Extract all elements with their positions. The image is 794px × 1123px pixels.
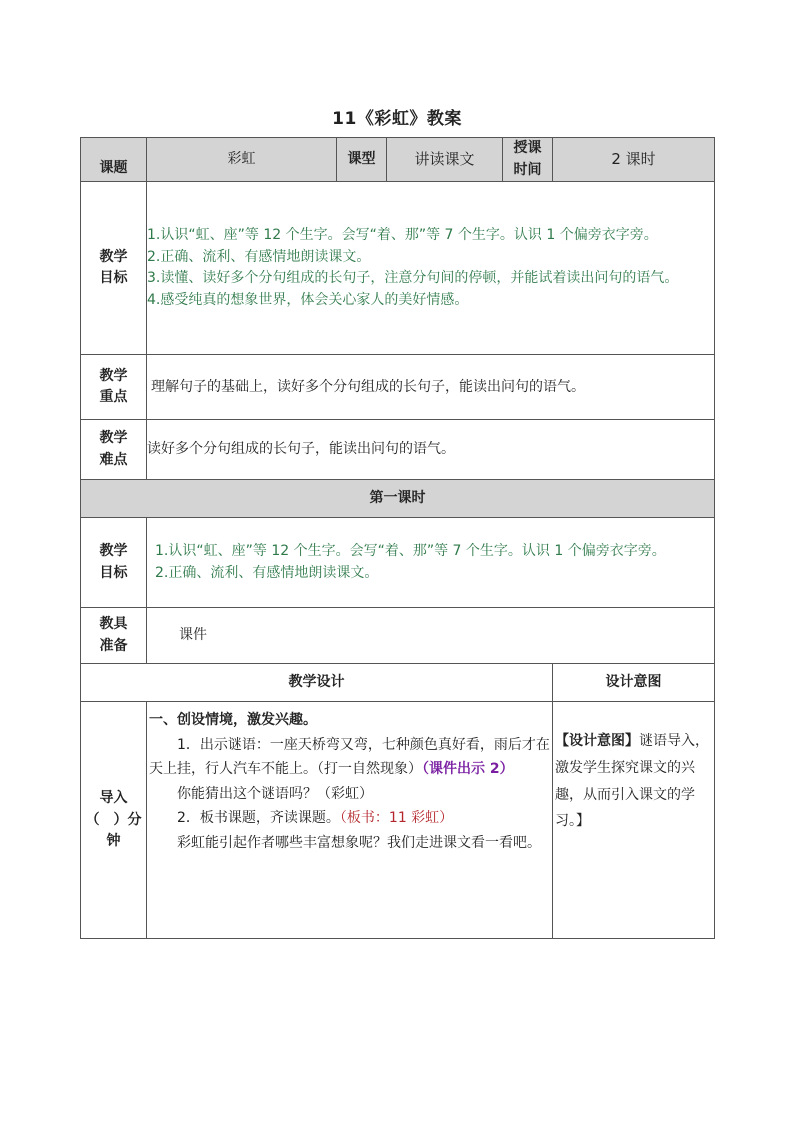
tools-label: 教具准备 <box>81 608 147 664</box>
key-points-text: 理解句子的基础上，读好多个分句组成的长句子，能读出问句的语气。 <box>147 355 715 420</box>
question: 你能猜出这个谜语吗？（彩虹） <box>177 785 373 802</box>
design-label: 教学设计 <box>81 664 553 702</box>
intro-row <box>81 702 715 939</box>
document-title: 11《彩虹》教案 <box>332 109 462 129</box>
topic-label: 课题 <box>81 138 147 182</box>
goals-content <box>147 182 715 355</box>
lesson1-goal-item: 1.认识“虹、座”等 12 个生字。会写“着、那”等 7 个生字。认识 1 个偏旁衣字旁。 <box>155 543 666 560</box>
step2 <box>149 806 550 831</box>
goal-item: 1.认识“虹、座”等 12 个生字。会写“着、那”等 7 个生字。认识 1 个偏旁衣字旁。 <box>147 227 658 243</box>
goals-label: 教学目标 <box>81 182 147 355</box>
step2-text: 2．板书课题，齐读课题。 <box>177 810 340 827</box>
key-points-label: 教学重点 <box>81 355 147 420</box>
step2-note: （板书：11 彩虹） <box>339 810 454 827</box>
difficulties-label: 教学难点 <box>81 420 147 480</box>
design-heading-row <box>81 664 715 702</box>
intro-label: 导入（ ）分钟 <box>81 702 147 939</box>
key-points-row <box>81 355 715 420</box>
intent-content <box>553 702 715 939</box>
lesson1-goals-content <box>147 518 715 608</box>
goal-item: 2.正确、流利、有感情地朗读课文。 <box>147 248 371 265</box>
tools-row <box>81 608 715 664</box>
step1-note: （课件出示 2） <box>422 761 514 778</box>
section-title: 一、创设情境，激发兴趣。 <box>149 712 317 729</box>
intent-text: 谜语导入，激发学生探究课文的兴趣，从而引入课文的学习。】 <box>555 733 709 830</box>
topic-value: 彩虹 <box>147 138 337 182</box>
time-value: 2 课时 <box>553 138 715 182</box>
intent-bold: 【设计意图】 <box>555 733 639 750</box>
difficulties-text: 读好多个分句组成的长句子，能读出问句的语气。 <box>147 420 715 480</box>
tools-value: 课件 <box>147 608 715 664</box>
lesson1-heading-row <box>81 480 715 518</box>
goal-item: 4.感受纯真的想象世界，体会关心家人的美好情感。 <box>147 292 469 309</box>
type-value: 讲读课文 <box>387 138 503 182</box>
step1 <box>149 733 550 782</box>
lesson1-goals-row <box>81 518 715 608</box>
intent-label: 设计意图 <box>553 664 715 702</box>
goals-row <box>81 182 715 355</box>
closing-text: 彩虹能引起作者哪些丰富想象呢？我们走进课文看一看吧。 <box>177 834 541 851</box>
goal-item: 3.读懂、读好多个分句组成的长句子，注意分句间的停顿，并能试着读出问句的语气。 <box>147 270 679 287</box>
lesson1-heading: 第一课时 <box>81 480 715 518</box>
lesson1-goal-item: 2.正确、流利、有感情地朗读课文。 <box>155 564 379 581</box>
lesson-plan-table <box>80 137 715 939</box>
difficulties-row <box>81 420 715 480</box>
lesson1-goals-label: 教学目标 <box>81 518 147 608</box>
time-label: 授课时间 <box>503 138 553 182</box>
header-row <box>81 138 715 182</box>
step1-text: 1．出示谜语：一座天桥弯又弯，七种颜色真好看，雨后才在天上挂，行人汽车不能上。（打一自然现象） <box>149 736 550 778</box>
intro-content <box>147 702 553 939</box>
type-label: 课型 <box>337 138 387 182</box>
